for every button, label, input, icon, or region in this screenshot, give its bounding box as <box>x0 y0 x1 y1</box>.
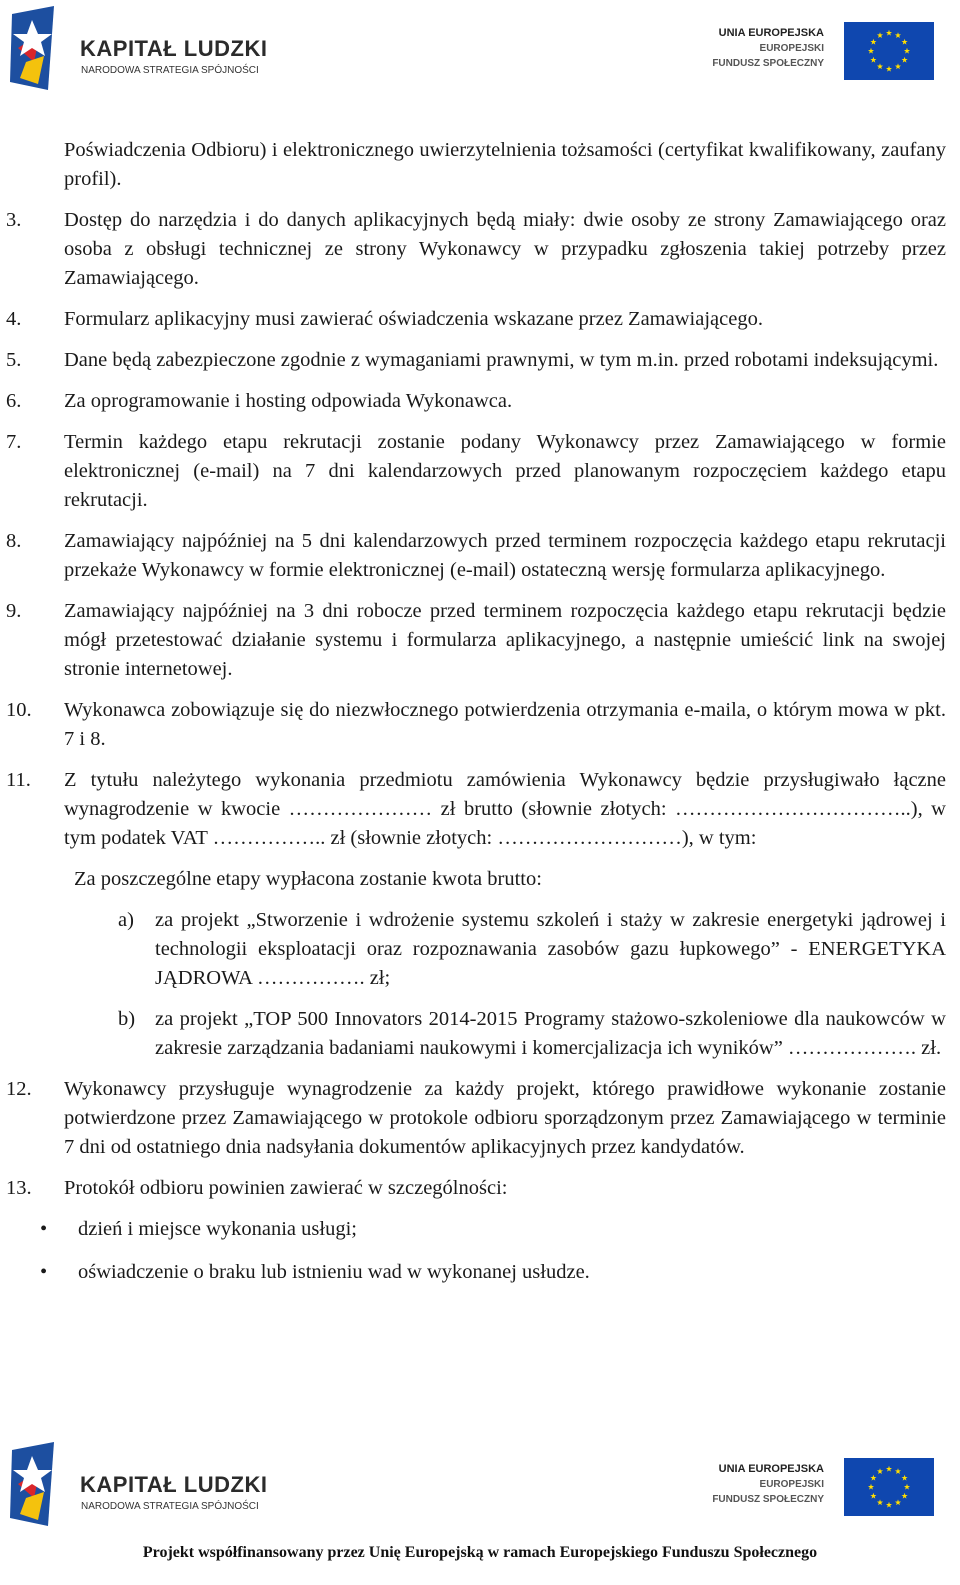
sub-item <box>118 1005 946 1063</box>
item-number: 6. <box>6 390 22 412</box>
list-item <box>6 597 946 684</box>
kapital-ludzki-logo <box>4 1440 294 1530</box>
kapital-ludzki-title: KAPITAŁ LUDZKI <box>80 1472 268 1497</box>
kapital-ludzki-title: KAPITAŁ LUDZKI <box>80 36 268 61</box>
item-number: 12. <box>6 1078 32 1100</box>
item-number: 10. <box>6 699 32 721</box>
bullet-item <box>6 1215 946 1244</box>
item-number: 13. <box>6 1177 32 1199</box>
list-item <box>6 1075 946 1162</box>
eu-text-line1: UNIA EUROPEJSKA <box>718 27 824 39</box>
eu-text <box>712 1462 824 1507</box>
list-item <box>6 387 946 416</box>
item-text: Wykonawca zobowiązuje się do niezwłocznego potwierdzenia otrzymania e-maila, o którym mowa w pkt. 7 i 8. <box>64 699 946 750</box>
item-text: Termin każdego etapu rekrutacji zostanie podany Wykonawcy przez Zamawiającego w formie elektronicznej (e-mail) na 7 dni kalendarzowych przed planowanym rozpoczęciem każdego etapu rekrutacji. <box>64 431 946 511</box>
kapital-ludzki-subtitle: NARODOWA STRATEGIA SPÓJNOŚCI <box>81 65 259 76</box>
eu-flag-icon <box>844 22 934 80</box>
footer-caption: Projekt współfinansowany przez Unię Europejską w ramach Europejskiego Funduszu Społecznego <box>142 1544 818 1561</box>
sub-item <box>118 906 946 993</box>
bullet-text: oświadczenie o braku lub istnieniu wad w wykonanej usłudze. <box>78 1261 590 1283</box>
eu-text-line3: FUNDUSZ SPOŁECZNY <box>712 1494 824 1505</box>
item-text: Za oprogramowanie i hosting odpowiada Wykonawca. <box>64 390 513 412</box>
bullet-icon: • <box>40 1218 48 1240</box>
item-text: Zamawiający najpóźniej na 3 dni robocze przed terminem rozpoczęcia każdego etapu rekrutacji będzie mógł przetestować działanie systemu i formularza aplikacyjnego, a następnie umieścić link na swojej stronie internetowej. <box>64 600 946 680</box>
document-body <box>6 136 946 1301</box>
kapital-ludzki-mark-icon <box>4 1440 74 1530</box>
item-number: 5. <box>6 349 22 371</box>
item-text: Formularz aplikacyjny musi zawierać oświadczenia wskazane przez Zamawiającego. <box>64 308 763 330</box>
sub-item-label: b) <box>118 1008 136 1030</box>
list-item <box>6 696 946 754</box>
numbered-list <box>6 206 946 853</box>
intro-continuation: Poświadczenia Odbioru) i elektronicznego uwierzytelnienia tożsamości (certyfikat kwalifikowany, zaufany profil). <box>64 139 946 190</box>
list-item <box>6 1174 946 1203</box>
list-item <box>6 428 946 515</box>
bullet-text: dzień i miejsce wykonania usługi; <box>78 1218 357 1240</box>
eu-text <box>712 26 824 71</box>
item-number: 11. <box>6 769 31 791</box>
bullet-icon: • <box>40 1261 48 1283</box>
kapital-ludzki-subtitle: NARODOWA STRATEGIA SPÓJNOŚCI <box>81 1501 259 1512</box>
eu-flag-icon <box>844 1458 934 1516</box>
list-item <box>6 305 946 334</box>
eu-logo <box>704 22 934 82</box>
item-text: Z tytułu należytego wykonania przedmiotu zamówienia Wykonawcy będzie przysługiwało łączne wynagrodzenie w kwocie ………………… zł brutto (słownie złotych: ……………………………..), w tym podatek VAT …………….. zł (słownie złotych: ………………………), w tym: <box>64 769 946 849</box>
sub-item-text: za projekt „TOP 500 Innovators 2014-2015 Programy stażowo-szkoleniowe dla naukowców w zakresie zarządzania badaniami naukowymi i komercjalizacja ich wyników” ………………. zł. <box>155 1008 946 1059</box>
item-text: Zamawiający najpóźniej na 5 dni kalendarzowych przed terminem rozpoczęcia każdego etapu rekrutacji przekaże Wykonawcy w formie elektronicznej (e-mail) ostateczną wersję formularza aplikacyjnego. <box>64 530 946 581</box>
item-text: Dostęp do narzędzia i do danych aplikacyjnych będą miały: dwie osoby ze strony Zamawiającego oraz osoba z obsługi technicznej ze strony Wykonawcy w przypadku zgłoszenia takiej potrzeby przez Zamawiającego. <box>64 209 946 289</box>
eu-text-line2: EUROPEJSKI <box>759 1479 824 1490</box>
item-text: Wykonawcy przysługuje wynagrodzenie za każdy projekt, którego prawidłowe wykonanie zostanie potwierdzone przez Zamawiającego w protokole odbioru sporządzonym przez Zamawiającego w terminie 7 dni od ostatniego dnia nadsyłania dokumentów aplikacyjnych przez kandydatów. <box>64 1078 946 1158</box>
eu-text-line3: FUNDUSZ SPOŁECZNY <box>712 58 824 69</box>
sub-item-text: za projekt „Stworzenie i wdrożenie systemu szkoleń i staży w zakresie energetyki jądrowej i technologii eksploatacji oraz rozpoznawania zasobów gazu łupkowego” - ENERGETYKA JĄDROWA ……………. zł; <box>155 909 946 989</box>
page-header <box>0 0 960 110</box>
list-item <box>6 527 946 585</box>
item-number: 4. <box>6 308 22 330</box>
kapital-ludzki-mark-icon <box>4 4 74 94</box>
item-number: 8. <box>6 530 22 552</box>
kapital-ludzki-logo <box>4 4 294 94</box>
list-item <box>6 766 946 853</box>
item-number: 7. <box>6 431 22 453</box>
bullet-item <box>6 1258 946 1287</box>
item-number: 9. <box>6 600 22 622</box>
item-number: 3. <box>6 209 22 231</box>
page-footer <box>0 1440 960 1585</box>
eu-logo <box>704 1458 934 1518</box>
item-text: Dane będą zabezpieczone zgodnie z wymaganiami prawnymi, w tym m.in. przed robotami indeksującymi. <box>64 349 939 371</box>
eu-text-line2: EUROPEJSKI <box>759 43 824 54</box>
item-text: Protokół odbioru powinien zawierać w szczególności: <box>64 1177 508 1199</box>
list-item <box>6 206 946 293</box>
list-item <box>6 346 946 375</box>
sub-item-label: a) <box>118 909 134 931</box>
payment-stages-intro: Za poszczególne etapy wypłacona zostanie kwota brutto: <box>74 868 542 890</box>
eu-text-line1: UNIA EUROPEJSKA <box>718 1463 824 1475</box>
